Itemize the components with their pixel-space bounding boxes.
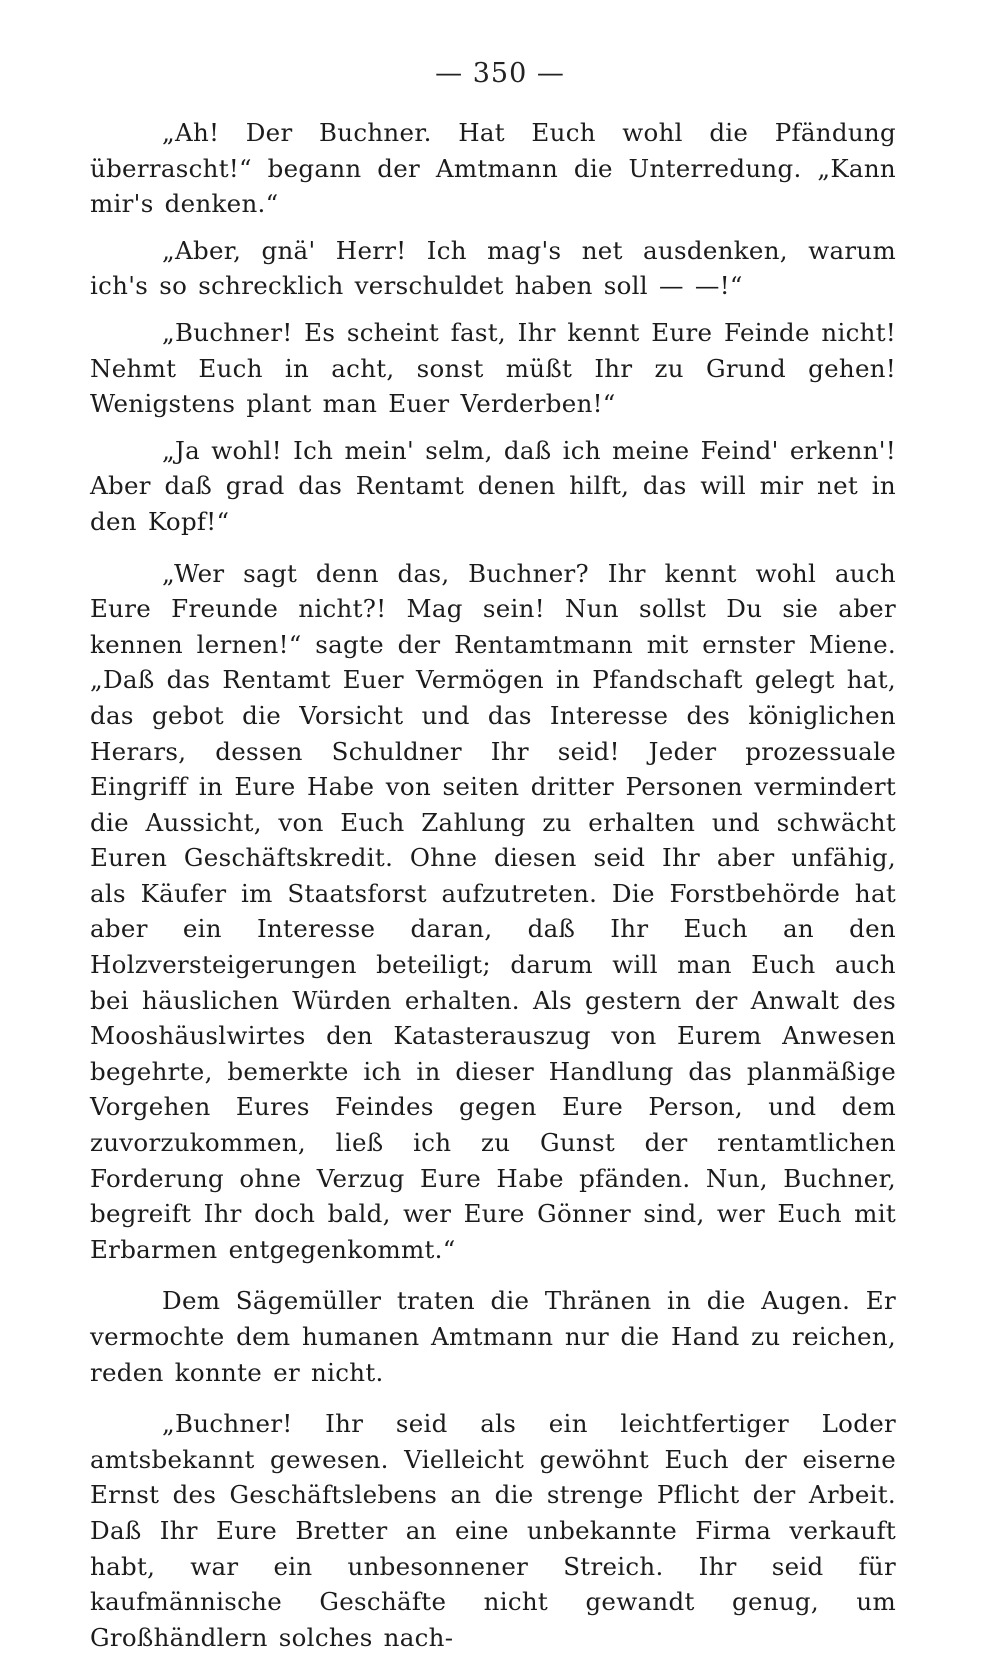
paragraph-5: „Wer sagt denn das, Buchner? Ihr kennt wohl auch Eure Freunde nicht?! Mag sein! Nun sollst Du sie aber kennen lernen!“ sagte der Rentamtmann mit ernster Miene. „Daß das Rentamt Euer Vermögen in Pfandschaft gelegt hat, das gebot die Vorsicht und das Interesse des königlichen Herars, dessen Schuldner Ihr seid! Jeder prozessuale Eingriff in Eure Habe von seiten dritter Personen vermindert die Aussicht, von Euch Zahlung zu erhalten und schwächt Euren Geschäftskredit. Ohne diesen seid Ihr aber unfähig, als Käufer im Staatsforst aufzutreten. Die Forstbehörde hat aber ein Interesse daran, daß Ihr Euch an den Holzversteigerungen beteiligt; darum will man Euch auch bei häuslichen Würden erhalten. Als gestern der Anwalt des Mooshäuslwirtes den Katasterauszug von Eurem Anwesen begehrte, bemerkte ich in dieser Handlung das planmäßige Vorgehen Eures Feindes gegen Eure Person, und dem zuvorzukommen, ließ ich zu Gunst der rentamtlichen Forderung ohne Verzug Eure Habe pfänden. Nun, Buchner, begreift Ihr doch bald, wer Eure Gönner sind, wer Euch mit Erbarmen entgegenkommt.“ [90,558,896,1264]
page-number: — 350 — [435,58,565,89]
paragraph-4: „Ja wohl! Ich mein' selm, daß ich meine Feind' erkenn'! Aber daß grad das Rentamt denen hilft, das will mir net in den Kopf!“ [90,435,896,536]
paragraph-7: „Buchner! Ihr seid als ein leichtfertiger Loder amtsbekannt gewesen. Vielleicht gewöhnt Euch der eiserne Ernst des Geschäftslebens an die strenge Pflicht der Arbeit. Daß Ihr Eure Bretter an eine unbekannte Firma verkauft habt, war ein unbesonnener Streich. Ihr seid für kaufmännische Geschäfte nicht gewandt genug, um Großhändlern solches nach- [90,1409,896,1652]
body-text [90,115,896,1666]
paragraph-6: Dem Sägemüller traten die Thränen in die Augen. Er vermochte dem humanen Amtmann nur die Hand zu reichen, reden konnte er nicht. [90,1286,896,1387]
paragraph-2: „Aber, gnä' Herr! Ich mag's net ausdenken, warum ich's so schrecklich verschuldet haben soll — —!“ [90,235,896,301]
paragraph-1: „Ah! Der Buchner. Hat Euch wohl die Pfändung überrascht!“ begann der Amtmann die Unterredung. „Kann mir's denken.“ [90,118,896,219]
paragraph-3: „Buchner! Es scheint fast, Ihr kennt Eure Feinde nicht! Nehmt Euch in acht, sonst müßt Ihr zu Grund gehen! Wenigstens plant man Euer Verderben!“ [90,317,896,419]
